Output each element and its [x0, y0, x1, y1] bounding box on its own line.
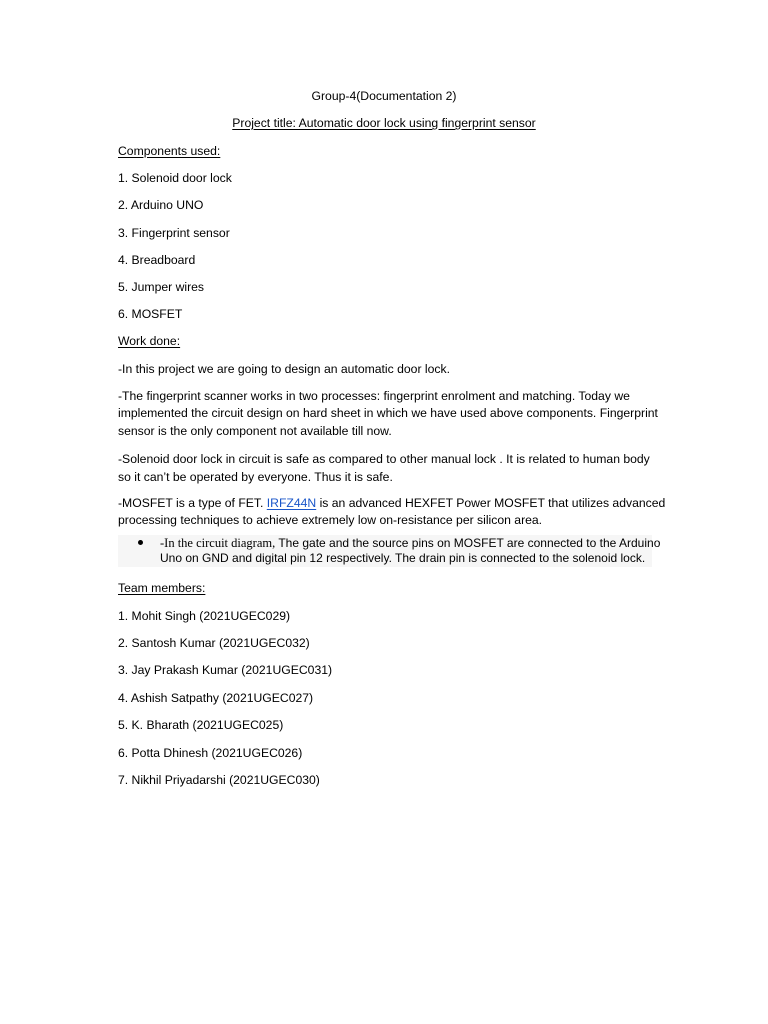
team-member: 7. Nikhil Priyadarshi (2021UGEC030) [118, 773, 320, 787]
team-members-heading: Team members: [118, 581, 206, 595]
component-item: 5. Jumper wires [118, 280, 205, 294]
irfz44n-link[interactable]: IRFZ44N [266, 496, 317, 510]
work-paragraph-2-line: sensor is the only component not available till now. [118, 424, 392, 438]
component-item: 3. Fingerprint sensor [118, 226, 230, 240]
work-paragraph-2-line: implemented the circuit design on hard sheet in which we have used above components. Fingerprint [118, 406, 658, 420]
team-member: 1. Mohit Singh (2021UGEC029) [118, 609, 291, 623]
group-heading: Group-4(Documentation 2) [311, 89, 457, 103]
bullet-dot-icon [138, 540, 143, 545]
team-member: 4. Ashish Satpathy (2021UGEC027) [118, 691, 314, 705]
components-heading: Components used: [118, 144, 221, 158]
work-done-heading: Work done: [118, 334, 181, 348]
mosfet-paragraph-line: -MOSFET is a type of FET. IRFZ44N is an advanced HEXFET Power MOSFET that utilizes advanced [118, 496, 666, 510]
component-item: 2. Arduino UNO [118, 198, 204, 212]
work-paragraph-3-line: -Solenoid door lock in circuit is safe as compared to other manual lock . It is related to human body [118, 452, 650, 466]
team-member: 6. Potta Dhinesh (2021UGEC026) [118, 746, 303, 760]
project-title: Project title: Automatic door lock using fingerprint sensor [232, 116, 536, 130]
component-item: 6. MOSFET [118, 307, 183, 321]
component-item: 1. Solenoid door lock [118, 171, 232, 185]
team-member: 5. K. Bharath (2021UGEC025) [118, 718, 284, 732]
team-member: 3. Jay Prakash Kumar (2021UGEC031) [118, 663, 333, 677]
work-paragraph-3-line: so it can’t be operated by everyone. Thus it is safe. [118, 470, 393, 484]
team-member: 2. Santosh Kumar (2021UGEC032) [118, 636, 310, 650]
component-item: 4. Breadboard [118, 253, 196, 267]
work-paragraph-2-line: -The fingerprint scanner works in two processes: fingerprint enrolment and matching. Today we [118, 389, 630, 403]
circuit-bullet: -In the circuit diagram, The gate and the source pins on MOSFET are connected to the Arduino Uno on GND and digital pin 12 respectively. The drain pin is connected to the solenoid lock. [118, 535, 652, 567]
mosfet-paragraph-line: processing techniques to achieve extremely low on-resistance per silicon area. [118, 513, 543, 527]
work-paragraph-1: -In this project we are going to design an automatic door lock. [118, 362, 450, 376]
